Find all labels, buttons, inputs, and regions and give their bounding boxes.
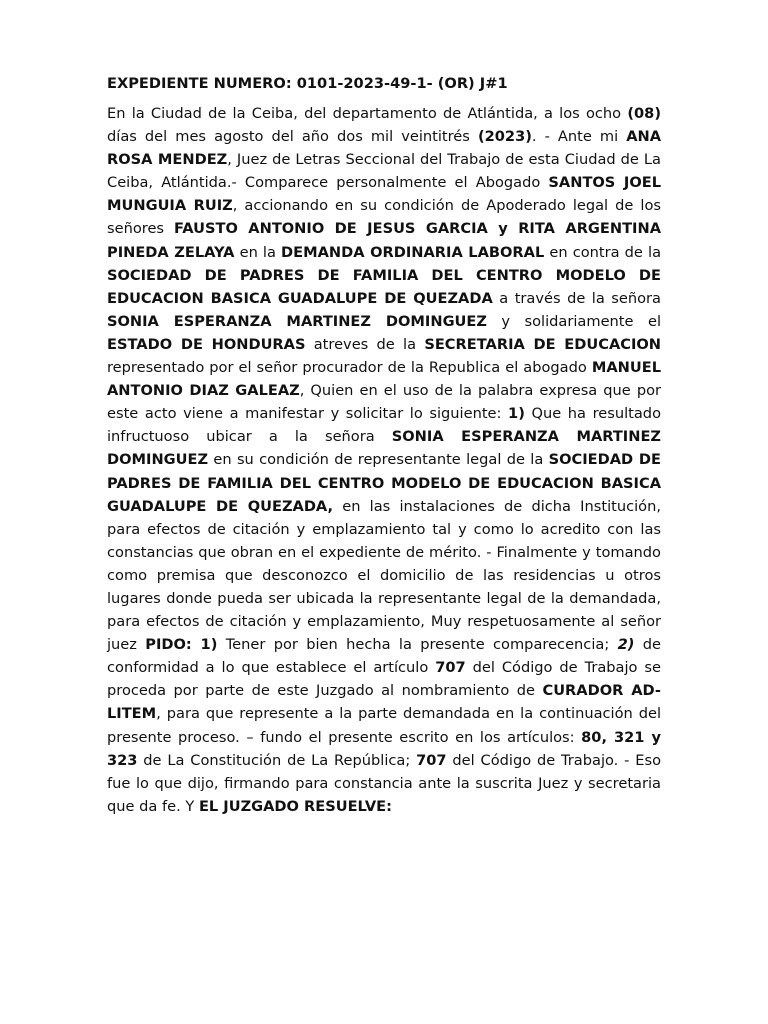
text-run: días del mes agosto del año dos mil veintitrés bbox=[107, 128, 478, 146]
text-run: en contra de la bbox=[544, 243, 662, 261]
text-run: , Juez de Letras Seccional del Trabajo de esta Ciudad de La Ceiba, Atlántida.- Comparece personalmente el Abogado bbox=[107, 151, 661, 192]
bold-text-run: (2023) bbox=[477, 128, 532, 146]
bold-text-run: 1) bbox=[508, 405, 525, 423]
text-run: a través de la señora bbox=[492, 289, 661, 307]
text-run: , para que represente a la parte demandada en la continuación del presente proceso. – fundo el presente escrito en los artículos: bbox=[107, 705, 661, 746]
text-run: del Código de Trabajo. - Eso fue lo que dijo, firmando para constancia ante la suscrita Juez y secretaria que da fe. Y bbox=[107, 751, 661, 815]
text-run: y solidariamente el bbox=[486, 312, 661, 330]
bold-text-run: EL JUZGADO RESUELVE: bbox=[198, 797, 392, 815]
text-run: en su condición de representante legal de la bbox=[208, 451, 549, 469]
text-run: en la bbox=[234, 243, 282, 261]
document-title: EXPEDIENTE NUMERO: 0101-2023-49-1- (OR) J#1 bbox=[107, 75, 508, 92]
bold-text-run: SANTOS JOEL MUNGUIA RUIZ bbox=[107, 174, 661, 215]
bold-text-run: DEMANDA ORDINARIA LABORAL bbox=[281, 243, 545, 261]
text-run: , Quien en el uso de la palabra expresa que por este acto viene a manifestar y solicitar lo siguiente: bbox=[107, 382, 662, 423]
bold-text-run: SOCIEDAD DE PADRES DE FAMILIA DEL CENTRO MODELO DE EDUCACION BASICA GUADALUPE DE QUEZADA bbox=[107, 266, 661, 307]
bold-text-run: SONIA ESPERANZA MARTINEZ DOMINGUEZ bbox=[107, 428, 661, 469]
text-run: atreves de la bbox=[305, 335, 425, 353]
bold-text-run: SONIA ESPERANZA MARTINEZ DOMINGUEZ bbox=[107, 312, 487, 330]
text-run: de conformidad a lo que establece el artículo bbox=[107, 636, 661, 677]
text-run: En la Ciudad de la Ceiba, del departamento de Atlántida, a los ocho bbox=[107, 105, 628, 122]
bold-text-run: SOCIEDAD DE PADRES DE FAMILIA DEL CENTRO MODELO DE EDUCACION BASICA GUADALUPE DE QUEZADA, bbox=[107, 451, 661, 515]
text-run: de La Constitución de La República; bbox=[137, 751, 417, 769]
bold-text-run: ESTADO DE HONDURAS bbox=[107, 335, 306, 353]
text-run: Tener por bien hecha la presente comparecencia; bbox=[217, 636, 618, 654]
bold-text-run: 2) bbox=[617, 636, 635, 654]
text-run: Que ha resultado infructuoso ubicar a la señora bbox=[107, 405, 661, 446]
bold-text-run: PIDO: 1) bbox=[145, 636, 218, 654]
bold-text-run: (08) bbox=[627, 105, 661, 122]
bold-text-run: ANA ROSA MENDEZ bbox=[107, 128, 661, 169]
bold-text-run: FAUSTO ANTONIO DE JESUS GARCIA y RITA ARGENTINA PINEDA ZELAYA bbox=[107, 220, 661, 261]
bold-text-run: SECRETARIA DE EDUCACION bbox=[424, 335, 662, 353]
body-paragraph bbox=[107, 102, 661, 818]
bold-text-run: MANUEL ANTONIO DIAZ GALEAZ bbox=[107, 359, 661, 400]
text-run: . - Ante mi bbox=[531, 128, 627, 146]
bold-text-run: CURADOR AD-LITEM bbox=[107, 682, 661, 723]
bold-text-run: 707 bbox=[435, 659, 466, 677]
text-run: representado por el señor procurador de la Republica el abogado bbox=[107, 359, 592, 377]
bold-text-run: 80, 321 y 323 bbox=[107, 728, 661, 769]
document-page bbox=[107, 74, 661, 818]
text-run: en las instalaciones de dicha Institución, para efectos de citación y emplazamiento tal y como lo acredito con las constancias que obran en el expediente de mérito. - Finalmente y tomando como premisa que desconozco el domicilio de las residencias u otros lugares donde pueda ser ubicada la representante legal de la demandada, para efectos de citación y emplazamiento, Muy respetuosamente al señor juez bbox=[107, 497, 661, 654]
text-run: , accionando en su condición de Apoderado legal de los señores bbox=[107, 197, 661, 238]
text-run: del Código de Trabajo se proceda por parte de este Juzgado al nombramiento de bbox=[107, 659, 661, 700]
bold-text-run: 707 bbox=[416, 751, 447, 769]
